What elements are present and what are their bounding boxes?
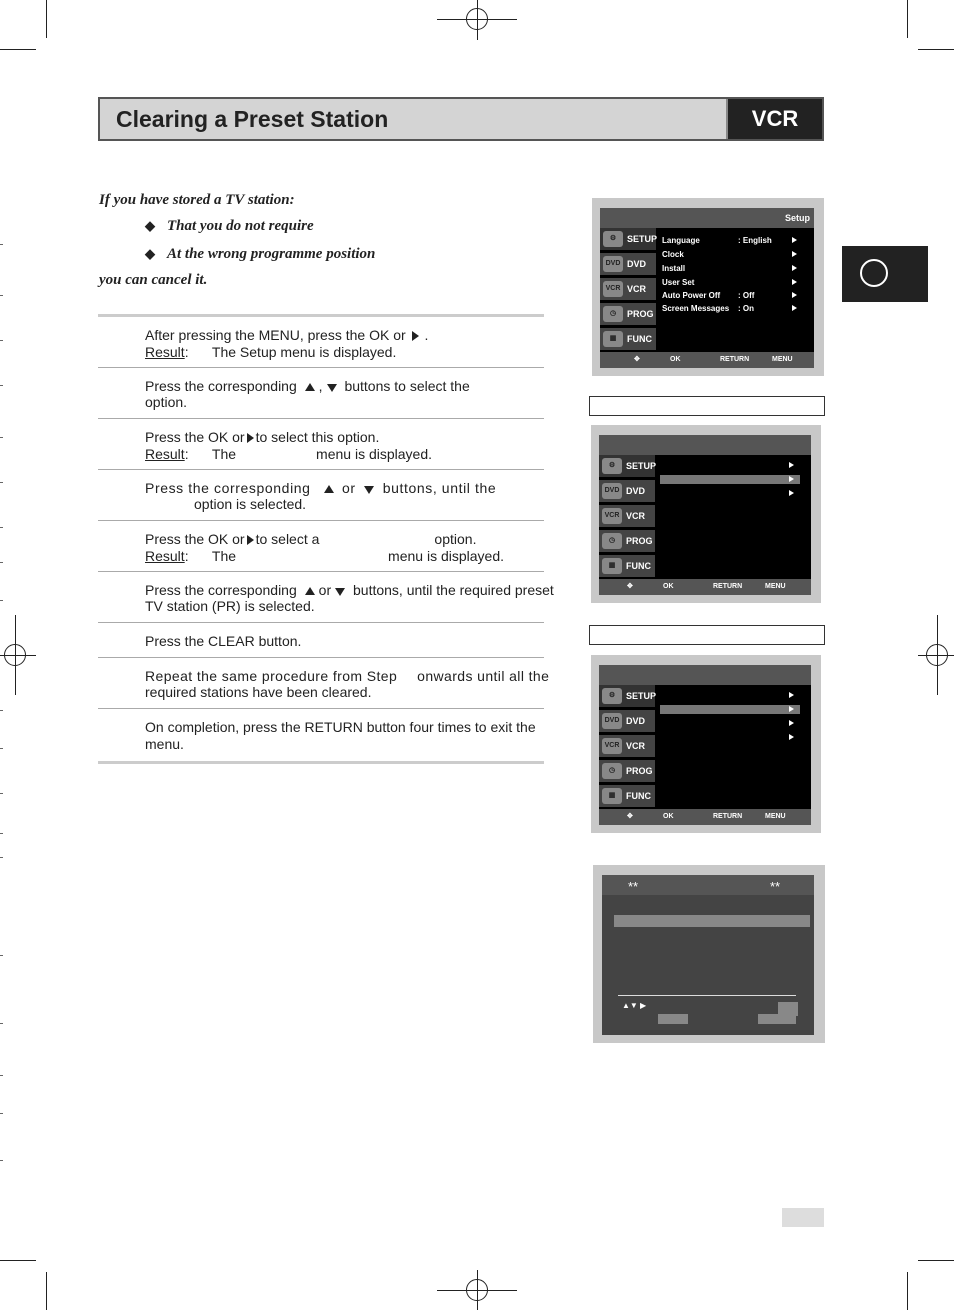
- crop-mark: [0, 49, 36, 50]
- step-6: [98, 572, 554, 623]
- up-arrow-icon: [324, 485, 334, 493]
- nav-setup: [599, 685, 655, 707]
- prog-icon: ◷: [602, 763, 622, 779]
- crop-mark: [46, 1272, 47, 1310]
- step-text: or: [342, 480, 356, 496]
- step-4: [98, 470, 544, 521]
- chevron-right-icon: [792, 292, 797, 298]
- edge-tick: [0, 562, 3, 563]
- circle-icon: [860, 259, 888, 287]
- edge-tick: [0, 244, 3, 245]
- stars-left: **: [628, 879, 639, 894]
- screen-title-bar: [599, 665, 811, 685]
- menu-label: Language: [662, 236, 700, 245]
- nav-func: [600, 328, 656, 350]
- registration-line: [477, 1270, 478, 1310]
- language-tab: [842, 246, 928, 302]
- screen-display: [599, 435, 811, 595]
- dvd-icon: DVD: [603, 256, 623, 272]
- footer-block: [658, 1014, 688, 1024]
- nav-label: SETUP: [627, 234, 658, 244]
- step-text: ,: [318, 378, 323, 394]
- nav-prog: [600, 303, 656, 325]
- result-label: Result: [145, 446, 185, 462]
- menu-label: Auto Power Off: [662, 291, 721, 300]
- menu-row: Clock: [662, 250, 684, 259]
- step-text: to select a: [255, 531, 320, 547]
- screen-footer: [599, 809, 811, 825]
- edge-tick: [0, 1113, 3, 1114]
- step-text: menu.: [145, 736, 184, 752]
- registration-line: [477, 0, 478, 40]
- caption-box: [589, 396, 825, 416]
- step-text: buttons, until the: [382, 480, 497, 496]
- nav-label: FUNC: [627, 334, 652, 344]
- setup-menu-screen: [592, 198, 824, 376]
- nav-label: SETUP: [626, 461, 657, 471]
- edge-tick: [0, 748, 3, 749]
- edge-tick: [0, 340, 3, 341]
- footer-block: [778, 1002, 798, 1016]
- step-text: to select this option.: [255, 429, 380, 445]
- nav-dvd: [600, 253, 656, 275]
- chevron-right-icon: [792, 305, 797, 311]
- step-3: Press the OK or to select this option. Result: The menu is displayed.: [98, 419, 544, 470]
- footer-ok: OK: [670, 356, 681, 363]
- nav-dvd: [599, 710, 655, 732]
- footer-menu: MENU: [765, 583, 786, 590]
- edge-tick: [0, 1160, 3, 1161]
- menu-row: [662, 236, 772, 245]
- nav-prog: [599, 760, 655, 782]
- selection-highlight: [614, 915, 810, 927]
- registration-line: [937, 615, 938, 695]
- nav-label: PROG: [626, 536, 653, 546]
- screen-footer: [600, 352, 814, 368]
- screen-display: [600, 208, 814, 368]
- channel-list-screen: [593, 865, 825, 1043]
- nav-func: [599, 555, 655, 577]
- screen-display: [599, 665, 811, 825]
- nav-label: VCR: [626, 741, 646, 751]
- caption-box: [589, 625, 825, 645]
- step-text: or: [318, 582, 332, 598]
- chevron-right-icon: [792, 237, 797, 243]
- intro-bullet: [145, 218, 314, 235]
- nav-label: DVD: [626, 486, 646, 496]
- step-text: option is selected.: [194, 496, 307, 512]
- vcr-icon: VCR: [602, 738, 622, 754]
- up-arrow-icon: [305, 587, 315, 595]
- chevron-right-icon: [789, 476, 794, 482]
- section-tag: VCR: [726, 99, 822, 139]
- chevron-right-icon: [789, 490, 794, 496]
- nav-setup: [600, 228, 656, 250]
- nav-vcr: [600, 278, 656, 300]
- footer-return: RETURN: [720, 356, 750, 363]
- gear-icon: ⚙: [603, 231, 623, 247]
- step-text: option.: [145, 394, 188, 410]
- edge-tick: [0, 710, 3, 711]
- step-text: TV station (PR) is selected.: [145, 598, 315, 614]
- chevron-right-icon: [792, 251, 797, 257]
- edge-tick: [0, 482, 3, 483]
- step-text: buttons, until the required preset: [353, 582, 554, 598]
- page-title: Clearing a Preset Station: [116, 106, 389, 132]
- nav-label: DVD: [627, 259, 647, 269]
- chevron-right-icon: [789, 720, 794, 726]
- nav-vcr: [599, 735, 655, 757]
- edge-tick: [0, 1023, 3, 1024]
- nav-vcr: [599, 505, 655, 527]
- nav-label: PROG: [627, 309, 654, 319]
- intro-lead: If you have stored a TV station:: [99, 192, 295, 208]
- menu-row: [662, 304, 754, 313]
- step-1: After pressing the MENU, press the OK or . Result: The Setup menu is displayed.: [98, 317, 544, 368]
- footer-ok: OK: [663, 813, 674, 820]
- prog-icon: ◷: [603, 306, 623, 322]
- result-text: The Setup menu is displayed.: [211, 344, 397, 360]
- page-header: [98, 97, 824, 141]
- registration-line: [918, 655, 954, 656]
- step-text: Press the corresponding: [145, 582, 297, 598]
- nav-label: VCR: [627, 284, 647, 294]
- down-arrow-icon: [327, 384, 337, 392]
- edge-tick: [0, 527, 3, 528]
- divider: [618, 995, 796, 996]
- crop-mark: [0, 1260, 36, 1261]
- menu-value: : English: [738, 236, 772, 245]
- screen-display: [602, 875, 814, 1035]
- edge-tick: [0, 1075, 3, 1076]
- step-text: required stations have been cleared.: [145, 684, 372, 700]
- nav-dvd: [599, 480, 655, 502]
- footer-menu: MENU: [765, 813, 786, 820]
- result-text: menu is displayed.: [316, 446, 432, 462]
- menu-label: Screen Messages: [662, 304, 730, 313]
- crop-mark: [907, 1272, 908, 1310]
- nav-label: VCR: [626, 511, 646, 521]
- vcr-icon: VCR: [603, 281, 623, 297]
- stars-right: **: [770, 879, 781, 894]
- chevron-right-icon: [789, 462, 794, 468]
- dvd-icon: DVD: [602, 713, 622, 729]
- footer-return: RETURN: [713, 583, 743, 590]
- diamond-icon: ◆: [145, 218, 155, 233]
- registration-line: [15, 615, 16, 695]
- step-text: Press the OK or: [145, 531, 245, 547]
- edge-tick: [0, 793, 3, 794]
- nav-setup: [599, 455, 655, 477]
- chevron-right-icon: [792, 279, 797, 285]
- func-icon: ▦: [603, 331, 623, 347]
- step-5: Press the OK or to select a option. Result: The menu is displayed.: [98, 521, 544, 572]
- screen-footer: [599, 579, 811, 595]
- step-text: onwards until all the: [417, 668, 550, 684]
- edge-tick: [0, 833, 3, 834]
- func-icon: ▦: [602, 788, 622, 804]
- move-icon: ✥: [627, 583, 633, 590]
- step-7: [98, 623, 544, 658]
- step-text: Press the corresponding: [145, 480, 311, 496]
- menu-row: User Set: [662, 278, 695, 287]
- result-text: The: [211, 548, 237, 564]
- nav-label: DVD: [626, 716, 646, 726]
- nav-hint: ▲▼ ▶: [622, 1001, 647, 1010]
- edge-tick: [0, 955, 3, 956]
- result-text: The: [211, 446, 237, 462]
- result-label: Result: [145, 548, 185, 564]
- down-arrow-icon: [335, 588, 345, 596]
- step-text: .: [424, 327, 429, 343]
- edge-tick: [0, 857, 3, 858]
- footer-return: RETURN: [713, 813, 743, 820]
- manual-setup-screen: [591, 655, 821, 833]
- chevron-right-icon: [792, 265, 797, 271]
- footer-menu: MENU: [772, 356, 793, 363]
- nav-label: FUNC: [626, 561, 651, 571]
- nav-func: [599, 785, 655, 807]
- nav-label: PROG: [626, 766, 653, 776]
- chevron-right-icon: [789, 706, 794, 712]
- vcr-icon: VCR: [602, 508, 622, 524]
- steps-list: [98, 314, 554, 764]
- menu-row: [662, 291, 755, 300]
- nav-prog: [599, 530, 655, 552]
- crop-mark: [46, 0, 47, 38]
- step-text: option.: [434, 531, 477, 547]
- menu-value: : On: [738, 304, 754, 313]
- down-arrow-icon: [364, 486, 374, 494]
- bullet-text: That you do not require: [167, 218, 314, 234]
- edge-tick: [0, 295, 3, 296]
- step-text: Repeat the same procedure from Step: [145, 668, 398, 684]
- install-menu-screen: [591, 425, 821, 603]
- nav-label: SETUP: [626, 691, 657, 701]
- move-icon: ✥: [627, 813, 633, 820]
- result-label: Result: [145, 344, 185, 360]
- page-number-box: [782, 1208, 824, 1227]
- bullet-text: At the wrong programme position: [167, 246, 376, 262]
- screen-title: Setup: [600, 208, 814, 228]
- gear-icon: ⚙: [602, 688, 622, 704]
- footer-ok: OK: [663, 583, 674, 590]
- step-8: [98, 658, 550, 709]
- up-arrow-icon: [305, 383, 315, 391]
- step-text: buttons to select the: [344, 378, 470, 394]
- edge-tick: [0, 600, 3, 601]
- intro-bullet: [145, 246, 375, 263]
- step-text: Press the OK or: [145, 429, 245, 445]
- step-2: [98, 368, 544, 419]
- menu-value: : Off: [738, 291, 755, 300]
- registration-line: [0, 655, 36, 656]
- step-text: Press the corresponding: [145, 378, 297, 394]
- crop-mark: [918, 1260, 954, 1261]
- step-text: After pressing the MENU, press the OK or: [145, 327, 406, 343]
- prog-icon: ◷: [602, 533, 622, 549]
- edge-tick: [0, 437, 3, 438]
- selection-highlight: [660, 705, 800, 714]
- step-text: Press the CLEAR button.: [145, 633, 302, 649]
- func-icon: ▦: [602, 558, 622, 574]
- step-9: [98, 709, 544, 764]
- gear-icon: ⚙: [602, 458, 622, 474]
- menu-row: Install: [662, 264, 686, 273]
- edge-tick: [0, 385, 3, 386]
- screen-title-bar: [599, 435, 811, 455]
- right-arrow-icon: [247, 535, 254, 545]
- chevron-right-icon: [789, 692, 794, 698]
- nav-label: FUNC: [626, 791, 651, 801]
- right-arrow-icon: [247, 433, 254, 443]
- right-arrow-icon: [412, 331, 419, 341]
- selection-highlight: [660, 475, 800, 484]
- result-text: menu is displayed.: [388, 548, 504, 564]
- move-icon: ✥: [634, 356, 640, 363]
- chevron-right-icon: [789, 734, 794, 740]
- step-text: On completion, press the RETURN button four times to exit the: [145, 719, 536, 735]
- dvd-icon: DVD: [602, 483, 622, 499]
- intro-closing: you can cancel it.: [99, 272, 208, 288]
- crop-mark: [907, 0, 908, 38]
- diamond-icon: ◆: [145, 246, 155, 261]
- crop-mark: [918, 49, 954, 50]
